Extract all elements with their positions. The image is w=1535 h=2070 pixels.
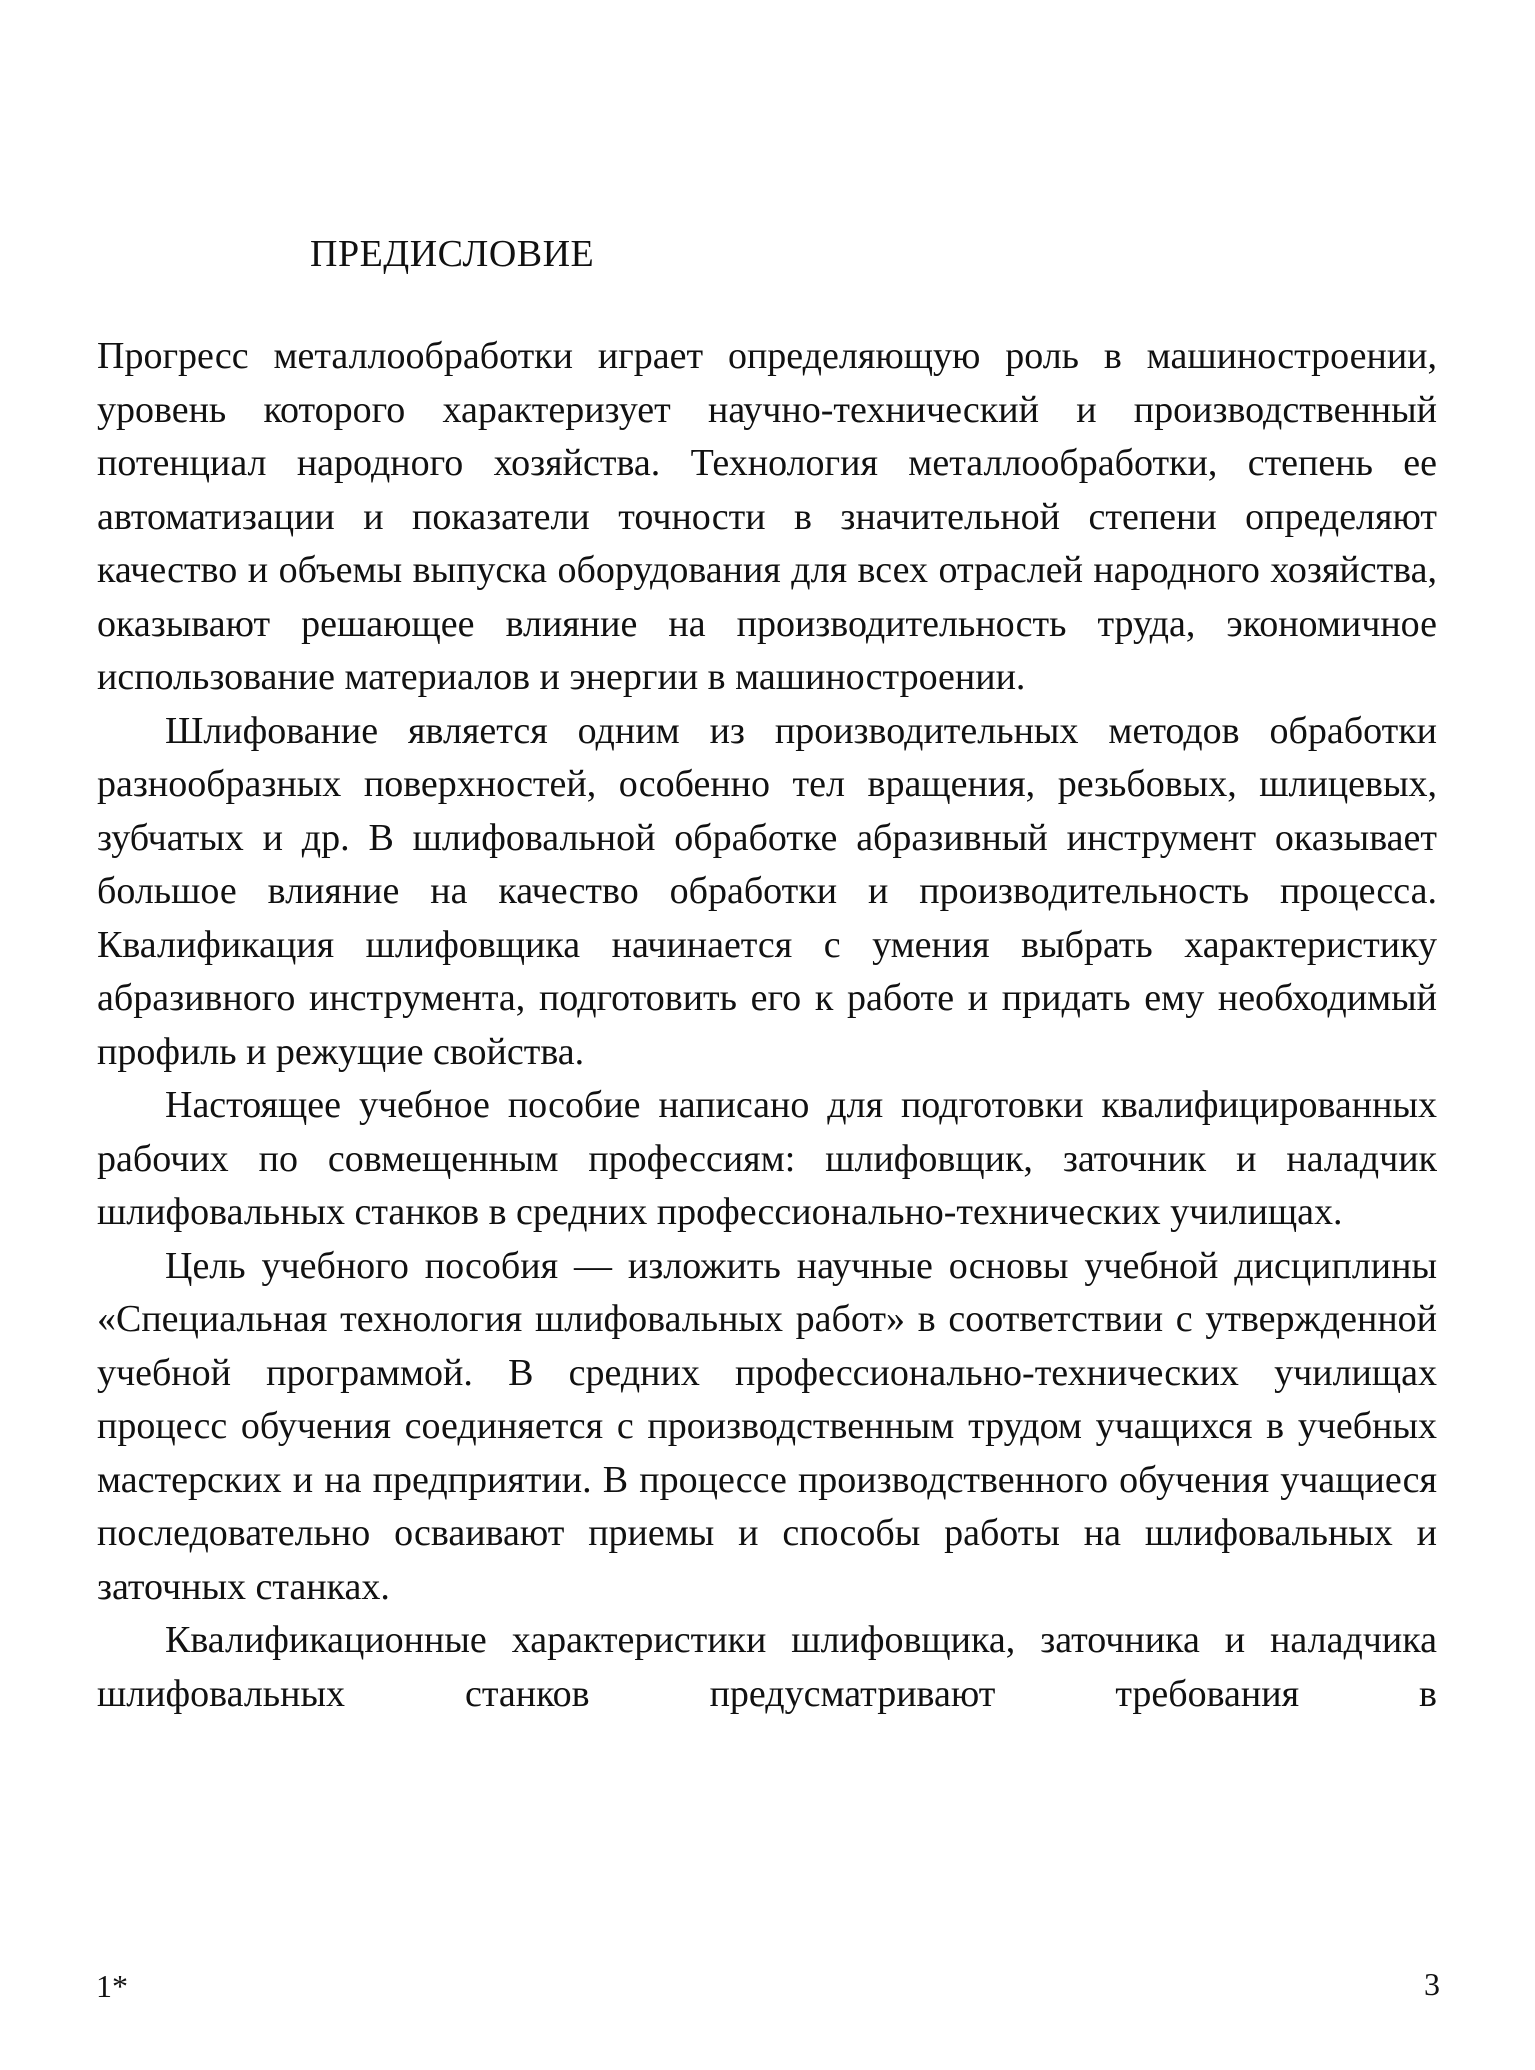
signature-mark: 1* (96, 1968, 128, 2004)
paragraph-3: Настоящее учебное пособие написано для подготовки квалифицированных рабочих по совмещенным профессиям: шлифовщик, заточник и наладчик шлифовальных станков в средних профессионально-технических училищах. (97, 1084, 1437, 1233)
page-title: ПРЕДИСЛОВИЕ (310, 233, 595, 275)
page-number: 3 (1424, 1966, 1440, 2002)
paragraph-4: Цель учебного пособия — изложить научные основы учебной дисциплины «Специальная технология шлифовальных работ» в соответствии с утвержденной учебной программой. В средних профессионально-технических училищах процесс обучения соединяется с производственным трудом учащихся в учебных мастерских и на предприятии. В процессе производственного обучения учащиеся последовательно осваивают приемы и способы работы на шлифовальных и заточных станках. (97, 1244, 1437, 1608)
paragraph-2: Шлифование является одним из производительных методов обработки разнообразных поверхностей, особенно тел вращения, резьбовых, шлицевых, зубчатых и др. В шлифовальной обработке абразивный инструмент оказывает большое влияние на качество обработки и производительность процесса. Квалификация шлифовщика начинается с умения выбрать характеристику абразивного инструмента, подготовить его к работе и придать ему необходимый профиль и режущие свойства. (97, 709, 1437, 1073)
paragraph-1: Прогресс металлообработки играет определяющую роль в машиностроении, уровень которого характеризует научно-технический и производственный потенциал народного хозяйства. Технология металлообработки, степень ее автоматизации и показатели точности в значительной степени определяют качество и объемы выпуска оборудования для всех отраслей народного хозяйства, оказывают решающее влияние на производительность труда, экономичное использование материалов и энергии в машиностроении. (97, 335, 1437, 698)
paragraph-5: Квалификационные характеристики шлифовщика, заточника и наладчика шлифовальных станков предусматривают требования в (97, 1619, 1437, 1715)
body-text (97, 330, 1437, 1721)
